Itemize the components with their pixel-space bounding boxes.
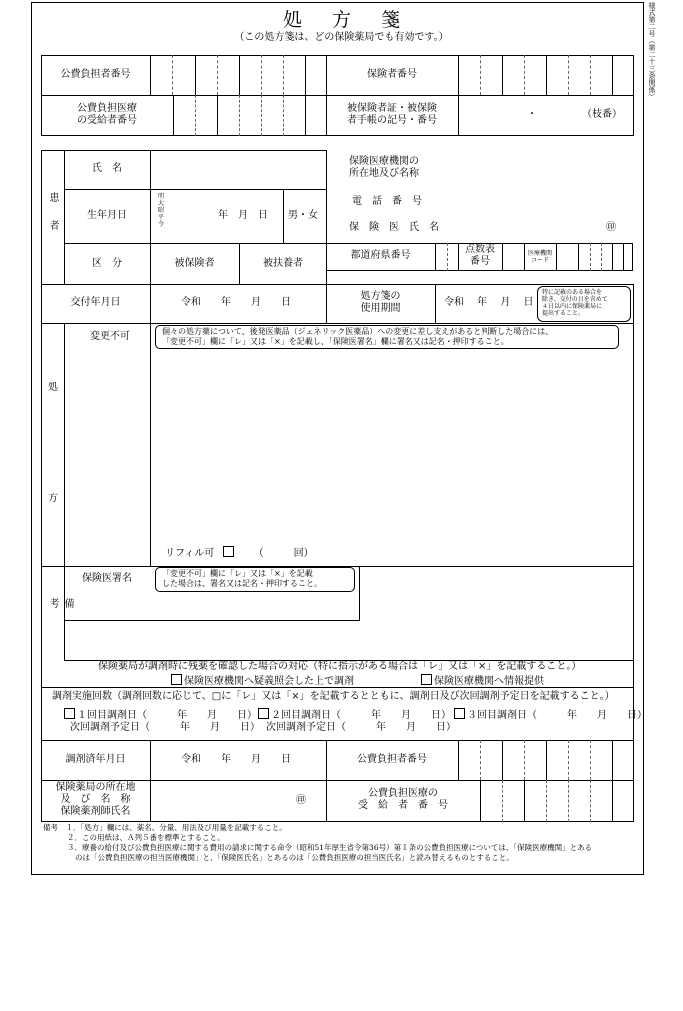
dispensing-count-instruction: 調剤実施回数（調剤回数に応じて、□に「レ」又は「×」を記載するとともに、調剤日及び次回調剤予定日を記載すること。） [52,691,615,702]
institution-code-label: 医療機関 コード [527,250,552,264]
points-table-label: 点数表 番号 [465,244,495,267]
recipient-number-label: 公費負担医療 の受給者番号 [77,103,137,126]
dispensing-second: ２回目調剤日（ 年 月 日） [256,708,451,722]
info-provision-checkbox[interactable] [421,674,432,685]
birthdate-label: 生年月日 [87,210,127,221]
doctor-name-label: 保 険 医 氏 名 [349,222,439,233]
card-symbol-input[interactable] [459,96,633,135]
dispensing-first: １回目調剤日（ 年 月 日） [62,708,257,722]
category-label: 区 分 [92,258,122,269]
signature-note: 「変更不可」欄に「レ」又は「×」を記載 した場合は、署名又は記名・押印すること。 [155,567,355,592]
insured-option[interactable]: 被保険者 [174,258,215,269]
insured-number-input[interactable] [459,56,633,94]
refill-times[interactable]: （ 回） [253,548,314,559]
remarks-section-label: 備考 [47,598,73,630]
prescription-body-input[interactable] [151,352,633,540]
third-dispensing-checkbox[interactable] [454,708,465,719]
branch-number-label: （枝番） [582,109,622,120]
patient-name-label: 氏 名 [92,163,122,174]
generic-substitution-note: 個々の処方薬について、後発医薬品（ジェネリック医薬品）への変更に差し支えがあると判断した場合には、 「変更不可」欄に「レ」又は「×」を記載し、「保険医署名」欄に署名又は記名・押印すること。 [155,325,619,349]
residual-option-1: 保険医療機関へ疑義照会した上で調剤 [169,674,354,688]
usage-period-value[interactable]: 令和 年 月 日 [444,297,534,308]
no-change-column-input[interactable] [65,345,149,565]
pharmacy-name-label: 保険薬局の所在地 及 び 名 称 保険薬剤師氏名 [55,782,136,817]
pharmacy-name-input[interactable] [151,781,325,821]
pharmacy-recipient-number-input[interactable] [481,781,633,821]
refill-checkbox[interactable] [223,546,234,557]
phone-label: 電 話 番 号 [352,196,422,207]
issue-date-label: 交付年月日 [70,297,121,308]
issue-date-value[interactable]: 令和 年 月 日 [181,297,291,308]
inquiry-checkbox[interactable] [171,674,182,685]
doctor-signature-input[interactable] [150,594,358,620]
remarks-input[interactable] [65,622,633,659]
footnotes: 備考 １．「処方」欄には、薬名、分量、用法及び用量を記載すること。 ２．この用紙は、Ａ列５番を標準とすること。 ３．療養の給付及び公費負担医療に関する費用の請求に関する命令（昭和51年厚生省令第36号）第１条の公費負担医療については、「保険医療機関」とある のは「公費負担医療の担当医療機関」と、「保険医氏名」とあるのは「公費負担医療の担当医氏名」と読み替えるものとすること。 [43,823,593,862]
card-symbol-label: 被保険者証・被保険 者手帳の記号・番号 [347,103,437,126]
insurer-number-input[interactable] [151,56,305,94]
refill-label: リフィル可 [165,548,215,559]
recipient-number-input[interactable] [174,96,305,135]
doctor-seal-mark: ㊞ [606,222,616,233]
dependent-option[interactable]: 被扶養者 [263,258,303,269]
dispensed-date-label: 調剤済年月日 [65,754,126,765]
no-change-label: 変更不可 [90,331,130,342]
prescription-section-label-1: 処 [48,382,58,393]
insurer-number-label: 公費負担者番号 [60,69,131,80]
residual-medicine-instruction: 保険薬局が調剤時に残薬を確認した場合の対応（特に指示がある場合は「レ」又は「×」を記載すること。） [98,661,582,672]
footnotes-label: 備考 [43,823,58,832]
refill-row [165,546,314,560]
pharmacy-insurer-number-input[interactable] [459,741,633,779]
first-dispensing-checkbox[interactable] [64,708,75,719]
doctor-signature-label: 保険医署名 [82,573,132,584]
prescription-section-label-2: 方 [48,493,58,504]
pharmacist-seal-mark: ㊞ [296,795,306,806]
prefecture-label: 都道府県番号 [350,250,411,261]
second-dispensing-checkbox[interactable] [258,708,269,719]
dispensed-date-value[interactable]: 令和 年 月 日 [181,754,291,765]
pharmacy-recipient-number-label: 公費負担医療の 受 給 者 番 号 [358,788,448,811]
usage-period-note: 特に記載のある場合を 除き、交付の日を含めて ４日以内に保険薬局に 提出すること。 [537,286,631,322]
form-number-note: 様式第二号（第二十三条関係） [648,2,656,100]
institution-name-label: 保険医療機関の 所在地及び名称 [349,156,419,179]
card-symbol-dot: ・ [527,109,537,120]
sex-selector[interactable]: 男・女 [288,210,318,221]
era-list: 明 大 昭 平 令 [158,193,165,228]
usage-period-label: 処方箋の 使用期間 [360,291,401,314]
birthdate-ymd: 年 月 日 [218,210,268,221]
page-subtitle: （この処方箋は、どの保険薬局でも有効です。） [234,32,449,43]
pharmacy-insurer-number-label: 公費負担者番号 [357,754,427,765]
next-dispensing-2[interactable]: 次回調剤予定日（ 年 月 日） [266,722,456,733]
patient-section-label: 患者 [47,192,58,248]
dispensing-third: ３回目調剤日（ 年 月 日） [452,708,647,722]
residual-option-2: 保険医療機関へ情報提供 [419,674,544,688]
page-title: 処方箋 [282,9,430,31]
next-dispensing-1[interactable]: 次回調剤予定日（ 年 月 日） [70,722,260,733]
insured-number-label: 保険者番号 [367,69,417,80]
patient-name-input[interactable] [151,151,326,188]
